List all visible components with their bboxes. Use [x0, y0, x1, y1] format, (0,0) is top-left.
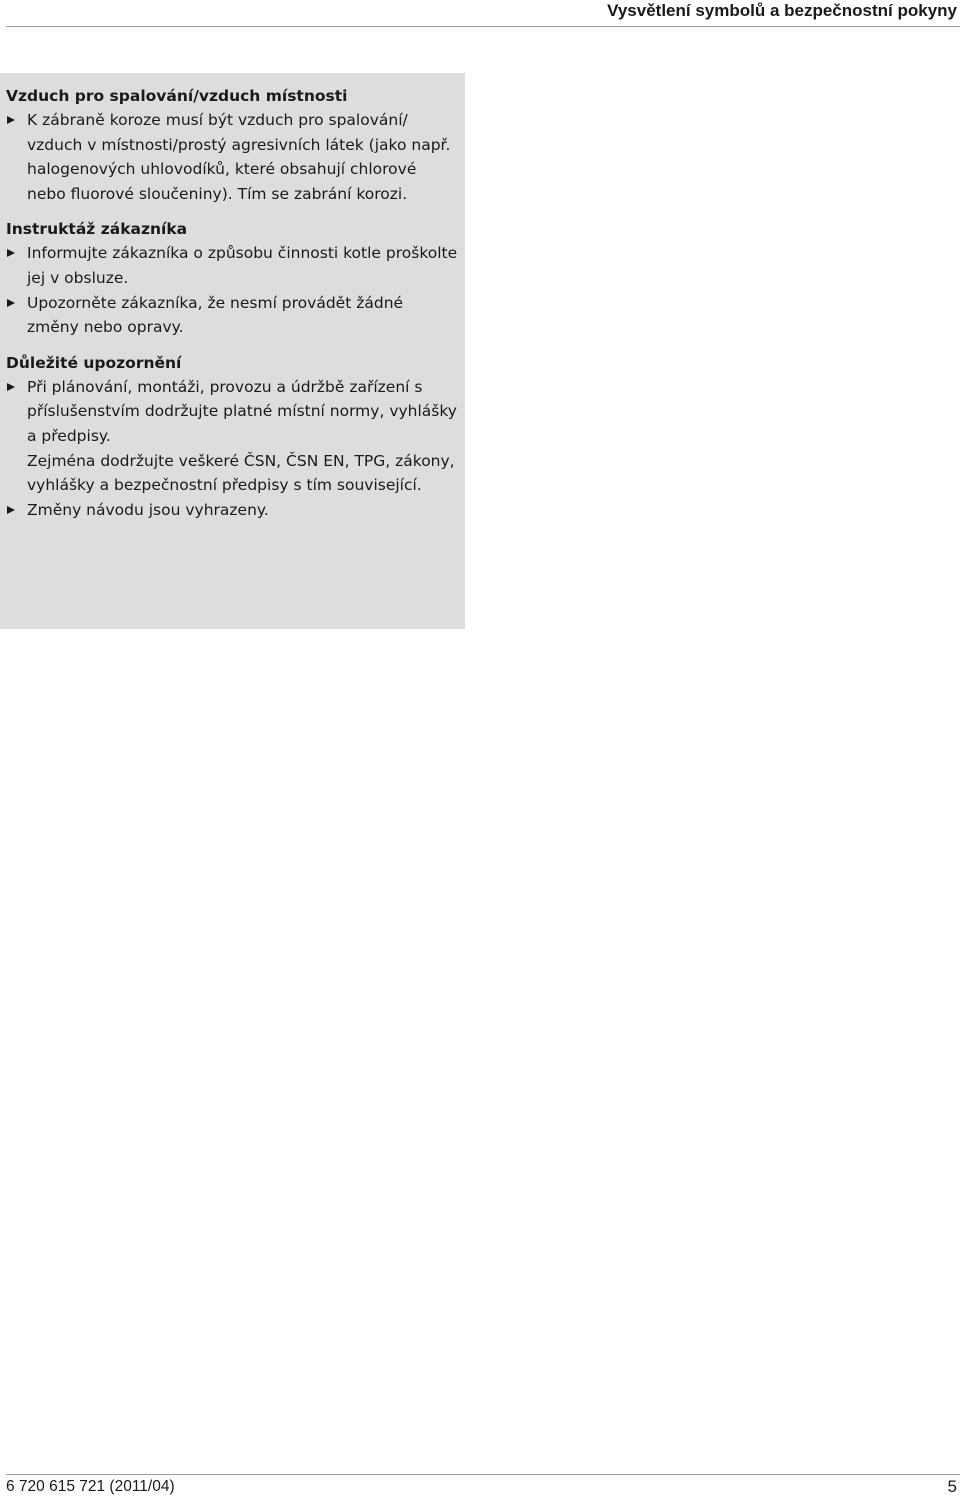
section-heading-customer-instruction: Instruktáž zákazníka [6, 220, 188, 239]
bullet-text: Změny návodu jsou vyhrazeny. [27, 500, 269, 519]
bullet-item [6, 241, 458, 290]
safety-notice-content [6, 84, 458, 522]
bullet-item [6, 291, 458, 340]
footer-divider [6, 1474, 960, 1475]
bullet-item [6, 498, 458, 523]
bullet-item [6, 108, 458, 206]
page-header-title: Vysvětlení symbolů a bezpečnostní pokyny [607, 1, 957, 20]
bullet-text: K zábraně koroze musí být vzduch pro spalování/ vzduch v místnosti/prostý agresivních látek (jako např. halogenových uhlovodíků, které obsahují chlorové nebo fluorové sloučeniny). Tím se zabrání korozi. [27, 111, 451, 203]
bullet-text: Upozorněte zákazníka, že nesmí provádět žádné změny nebo opravy. [27, 293, 404, 337]
bullet-triangle-icon [7, 506, 15, 514]
section-heading-important-notice: Důležité upozornění [6, 353, 182, 372]
continuation-paragraph: Zejména dodržujte veškeré ČSN, ČSN EN, TPG, zákony, vyhlášky a bezpečnostní předpisy s tím související. [27, 451, 455, 495]
bullet-triangle-icon [7, 249, 15, 257]
bullet-triangle-icon [7, 299, 15, 307]
bullet-triangle-icon [7, 383, 15, 391]
bullet-text: Při plánování, montáži, provozu a údržbě zařízení s příslušenstvím dodržujte platné místní normy, vyhlášky a předpisy. [27, 377, 457, 445]
document-number: 6 720 615 721 (2011/04) [6, 1478, 175, 1495]
bullet-item [6, 375, 458, 449]
section-heading-combustion-air: Vzduch pro spalování/vzduch místnosti [6, 87, 348, 105]
bullet-text: Informujte zákazníka o způsobu činnosti kotle proškolte jej v obsluze. [27, 244, 458, 287]
bullet-triangle-icon [7, 116, 15, 124]
page-number: 5 [947, 1477, 957, 1496]
header-divider [6, 26, 960, 27]
